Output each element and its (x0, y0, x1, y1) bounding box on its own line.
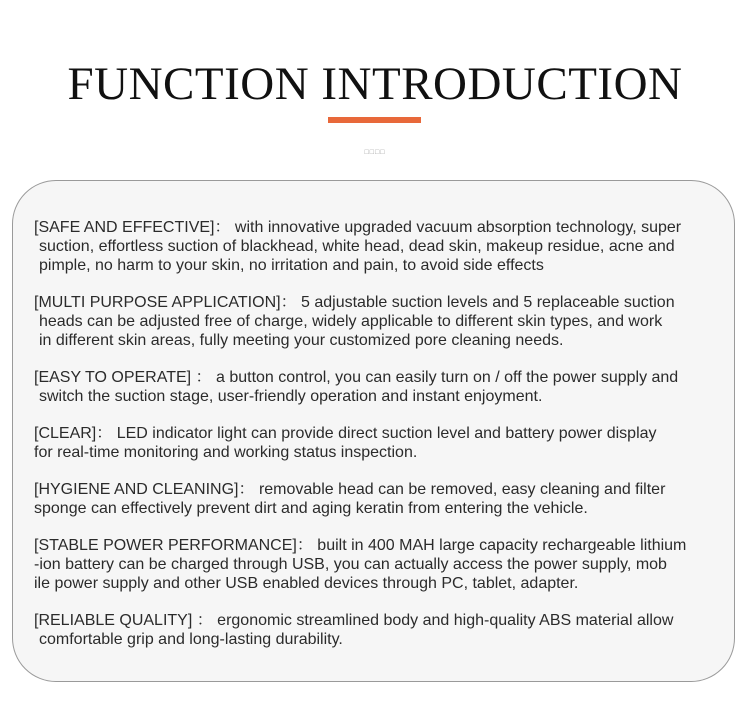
feature-line: ile power supply and other USB enabled devices through PC, tablet, adapter. (34, 575, 579, 592)
feature-easy-operate (34, 368, 734, 406)
feature-line: in different skin areas, fully meeting your customized pore cleaning needs. (39, 332, 564, 349)
feature-reliable-quality (34, 611, 734, 649)
feature-line: [RELIABLE QUALITY] ： ergonomic streamlined body and high-quality ABS material allow (34, 612, 674, 629)
feature-multi-purpose (34, 293, 734, 350)
feature-line: pimple, no harm to your skin, no irritation and pain, to avoid side effects (39, 257, 544, 274)
feature-line: [STABLE POWER PERFORMANCE]： built in 400 MAH large capacity rechargeable lithium (34, 537, 687, 554)
feature-line: [SAFE AND EFFECTIVE]： with innovative upgraded vacuum absorption technology, super (34, 219, 682, 236)
title-accent-bar (328, 117, 421, 123)
feature-line: [MULTI PURPOSE APPLICATION]： 5 adjustable suction levels and 5 replaceable suction (34, 294, 675, 311)
page-title: FUNCTION INTRODUCTION (67, 58, 683, 110)
feature-line: switch the suction stage, user-friendly operation and instant enjoyment. (39, 388, 543, 405)
decorative-dots: □□□□ (364, 149, 386, 156)
feature-line: [EASY TO OPERATE] ： a button control, you can easily turn on / off the power supply and (34, 369, 679, 386)
feature-line: [CLEAR]： LED indicator light can provide direct suction level and battery power display (34, 425, 657, 442)
feature-line: comfortable grip and long-lasting durability. (39, 631, 343, 648)
feature-line: for real-time monitoring and working status inspection. (34, 444, 418, 461)
feature-line: sponge can effectively prevent dirt and aging keratin from entering the vehicle. (34, 500, 588, 517)
feature-line: suction, effortless suction of blackhead, white head, dead skin, makeup residue, acne and (39, 238, 675, 255)
feature-safe-effective (34, 218, 734, 275)
feature-hygiene-cleaning (34, 480, 734, 518)
feature-line: [HYGIENE AND CLEANING]： removable head can be removed, easy cleaning and filter (34, 481, 666, 498)
feature-clear (34, 424, 734, 462)
feature-line: heads can be adjusted free of charge, widely applicable to different skin types, and work (39, 313, 663, 330)
feature-stable-power (34, 536, 734, 593)
feature-line: -ion battery can be charged through USB, you can actually access the power supply, mob (34, 556, 667, 573)
